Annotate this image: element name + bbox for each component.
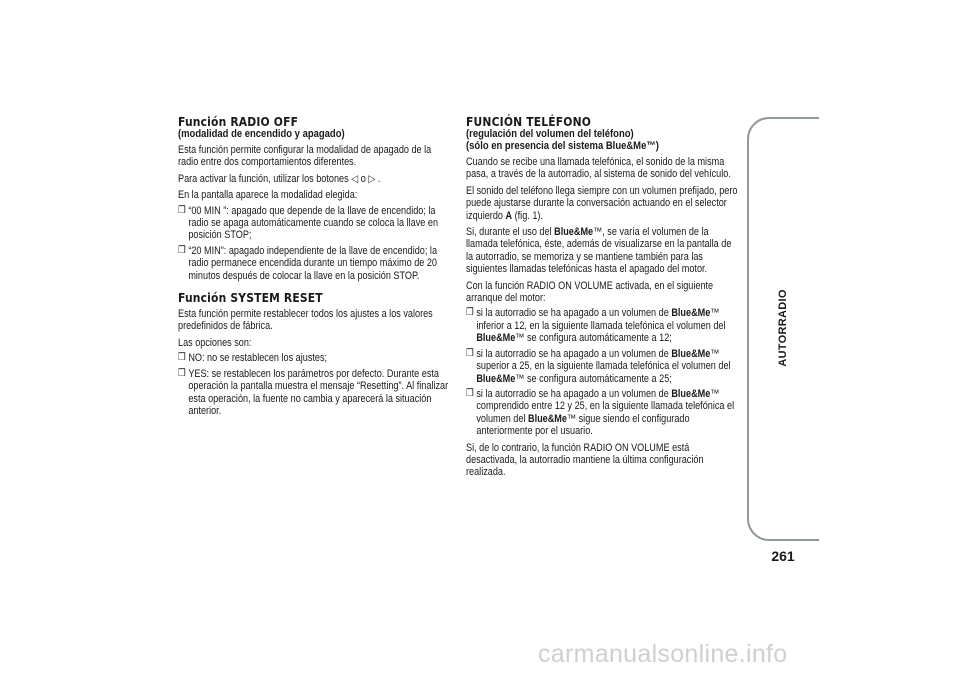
checkbox-bullet-icon: ❒	[178, 244, 186, 256]
system-reset-paragraph-2: Las opciones son:	[178, 336, 252, 349]
checkbox-bullet-icon: ❒	[178, 352, 186, 364]
brand-name: Blue&Me	[671, 307, 711, 320]
telephone-subtitle-2: (sólo en presencia del sistema Blue&Me™)	[466, 140, 659, 152]
telephone-paragraph-4: Con la función RADIO ON VOLUME activada, en el siguiente arranque del motor:	[466, 279, 714, 305]
checkbox-bullet-icon: ❒	[466, 347, 474, 359]
section-tab-label: AUTORRADIO	[777, 289, 789, 367]
list-item-text: NO: no se restablecen los ajustes;	[188, 352, 328, 365]
brand-name: Blue&Me	[476, 372, 516, 385]
telephone-paragraph-1: Cuando se recibe una llamada telefónica, el sonido de la misma pasa, a través de la autorradio, al sistema de sonido del vehículo.	[466, 156, 731, 181]
selector-label: A	[505, 209, 513, 222]
telephone-subtitle-1: (regulación del volumen del teléfono)	[466, 128, 634, 140]
radio-off-paragraph-3: En la pantalla aparece la modalidad elegida:	[178, 189, 358, 202]
list-item: ❒ si la autorradio se ha apagado a un volumen de Blue&Me™ superior a 25, en la siguiente llamada telefónica el volumen del Blue&Me™ se configura automáticamente a 25;	[466, 347, 731, 385]
list-item: ❒ si la autorradio se ha apagado a un volumen de Blue&Me™ inferior a 12, en la siguiente llamada telefónica el volumen del Blue&Me™ se configura automáticamente a 12;	[466, 307, 726, 345]
telephone-paragraph-5: Si, de lo contrario, la función RADIO ON VOLUME está desactivada, la autorradio mantiene la última configuración realizada.	[466, 441, 704, 479]
list-item-text: YES: se restablecen los parámetros por defecto. Durante esta operación la pantalla muestra el mensaje “Resetting”. Al finalizar esta operación, la fuente no cambia y aparecerá la situación anterior.	[188, 367, 449, 417]
checkbox-bullet-icon: ❒	[466, 387, 474, 399]
checkbox-bullet-icon: ❒	[466, 307, 474, 319]
brand-name: Blue&Me	[554, 226, 594, 239]
list-item	[178, 205, 450, 242]
brand-name: Blue&Me	[476, 332, 516, 345]
list-item	[178, 245, 450, 282]
left-column	[178, 115, 450, 420]
telephone-volume-list	[466, 307, 739, 437]
right-column	[466, 115, 739, 479]
checkbox-bullet-icon: ❒	[178, 367, 186, 379]
radio-off-subtitle: (modalidad de encendido y apagado)	[178, 128, 345, 140]
radio-off-paragraph-1: Esta función permite configurar la modalidad de apagado de la radio entre dos comportamientos diferentes.	[178, 144, 432, 169]
watermark: carmanualsonline.info	[538, 640, 788, 668]
list-item-text: “00 MIN ”: apagado que depende de la llave de encendido; la radio se apaga automáticamente cuando se coloca la llave en posición STOP;	[188, 204, 439, 242]
checkbox-bullet-icon: ❒	[178, 204, 186, 216]
list-item-text: “20 MIN”: apagado independiente de la llave de encendido; la radio permanece encendida durante un tiempo máximo de 20 minutos después de colocar la llave en la posición STOP.	[188, 244, 438, 282]
system-reset-options-list	[178, 352, 450, 417]
list-item	[178, 368, 450, 418]
brand-name: Blue&Me	[671, 387, 711, 400]
brand-name: Blue&Me	[671, 347, 711, 360]
radio-off-paragraph-2: Para activar la función, utilizar los botones ◁ o ▷ .	[178, 172, 381, 185]
system-reset-paragraph-1: Esta función permite restablecer todos los ajustes a los valores predefinidos de fábrica.	[178, 308, 433, 333]
telephone-function-heading: FUNCIÓN TELÉFONO	[466, 114, 592, 129]
system-reset-heading: Función SYSTEM RESET	[178, 290, 323, 306]
telephone-paragraph-2: El sonido del teléfono llega siempre con un volumen prefijado, pero puede ajustarse durante la conversación actuando en el selector izquierdo A (fig. 1).	[466, 184, 738, 222]
list-item: ❒ si la autorradio se ha apagado a un volumen de Blue&Me™ comprendido entre 12 y 25, en la siguiente llamada telefónica el volumen del Blue&Me™ sigue siendo el configurado anteriormente por el usuario.	[466, 387, 735, 438]
brand-name: Blue&Me	[527, 412, 567, 425]
radio-off-heading: Función RADIO OFF	[178, 114, 299, 129]
telephone-paragraph-3: Si, durante el uso del Blue&Me™, se varía el volumen de la llamada telefónica, éste, además de visualizarse en la pantalla de la autorradio, se memoriza y se mantiene también para las siguientes llamadas telefónicas hasta el apagado del motor.	[466, 226, 732, 276]
list-item	[178, 352, 450, 364]
page-number: 261	[771, 548, 795, 564]
radio-off-options-list	[178, 205, 450, 282]
